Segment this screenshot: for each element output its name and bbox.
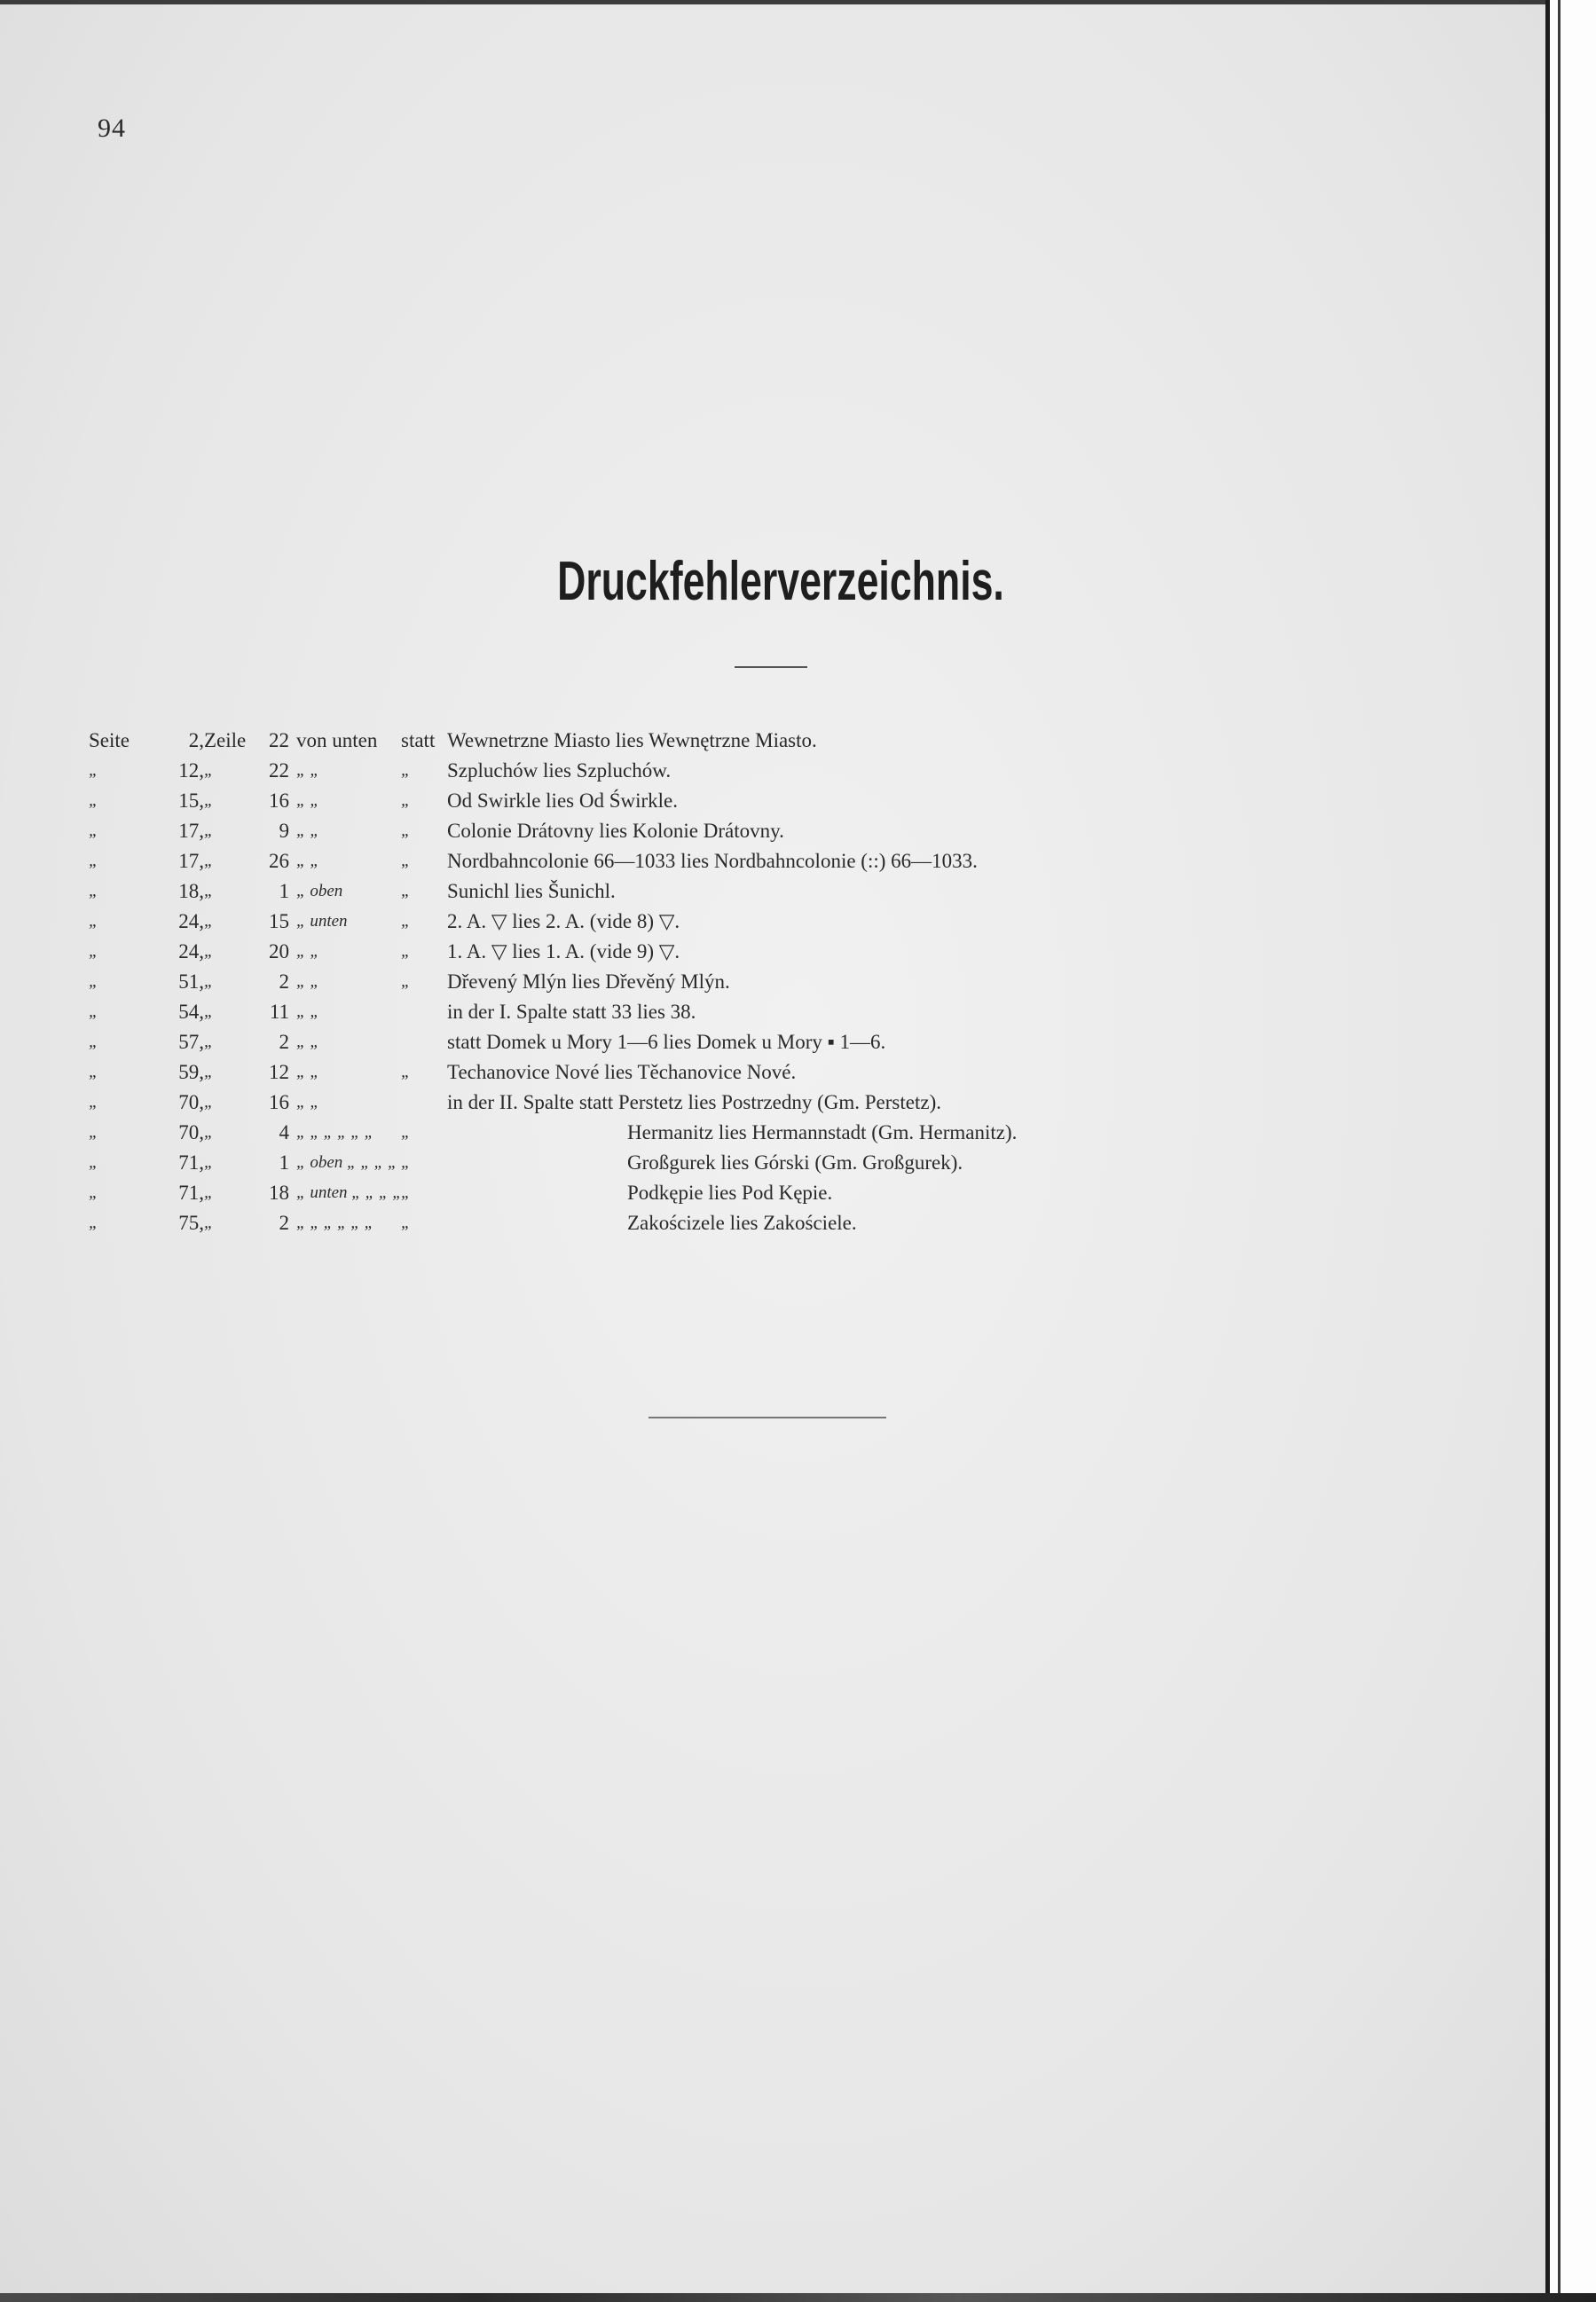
errata-seite: Seite — [89, 729, 130, 751]
errata-zeile: „ — [204, 1123, 214, 1142]
errata-page: 57, — [178, 1031, 204, 1053]
errata-correction: Zakościzele lies Zakościele. — [627, 1212, 857, 1234]
errata-page: 51, — [178, 970, 204, 993]
errata-line: 1 — [279, 880, 289, 902]
errata-seite: „ — [89, 1153, 98, 1172]
errata-correction: in der II. Spalte statt Perstetz lies Postrzedny (Gm. Perstetz). — [447, 1091, 941, 1113]
errata-statt: „ — [401, 1183, 411, 1202]
errata-page: 71, — [178, 1151, 204, 1174]
errata-line: 26 — [269, 850, 289, 872]
errata-zeile: „ — [204, 1153, 214, 1172]
errata-zeile: „ — [204, 761, 214, 780]
errata-direction: „ „ — [296, 1033, 319, 1051]
errata-line: 22 — [269, 729, 289, 751]
errata-direction: „ unten — [296, 912, 348, 931]
errata-seite: „ — [89, 761, 98, 780]
errata-page: 75, — [178, 1212, 204, 1234]
errata-row — [89, 756, 1189, 786]
errata-row — [89, 1088, 1189, 1118]
errata-correction: 2. A. ▽ lies 2. A. (vide 8) ▽. — [447, 910, 680, 932]
errata-page: 71, — [178, 1182, 204, 1204]
errata-correction: Wewnetrzne Miasto lies Wewnętrzne Miasto. — [447, 729, 817, 751]
errata-direction: „ „ „ „ „ „ — [296, 1214, 374, 1232]
title-rule — [735, 666, 807, 668]
errata-seite: „ — [89, 791, 98, 810]
errata-direction: „ „ — [296, 1002, 319, 1021]
errata-page: 59, — [178, 1061, 204, 1083]
errata-zeile: „ — [204, 912, 214, 931]
errata-row — [89, 726, 1189, 756]
errata-statt: „ — [401, 912, 411, 931]
errata-direction: „ „ — [296, 821, 319, 840]
errata-row — [89, 816, 1189, 846]
errata-direction: „ oben — [296, 882, 343, 900]
errata-row — [89, 907, 1189, 937]
closing-rule — [649, 1417, 886, 1418]
errata-zeile: „ — [204, 791, 214, 810]
errata-row — [89, 1027, 1189, 1057]
errata-page: 18, — [178, 880, 204, 902]
errata-zeile: „ — [204, 1214, 214, 1232]
errata-seite: „ — [89, 821, 98, 840]
errata-correction: Nordbahncolonie 66—1033 lies Nordbahncolonie (::) 66—1033. — [447, 850, 978, 872]
errata-zeile: „ — [204, 1183, 214, 1202]
errata-row — [89, 846, 1189, 876]
errata-statt: statt — [401, 729, 436, 751]
errata-statt: „ — [401, 882, 411, 900]
errata-zeile: „ — [204, 1063, 214, 1081]
errata-line: 2 — [279, 1212, 289, 1234]
errata-row — [89, 1178, 1189, 1208]
errata-statt: „ — [401, 791, 411, 810]
errata-statt: „ — [401, 852, 411, 870]
errata-statt: „ — [401, 972, 411, 991]
errata-zeile: „ — [204, 1002, 214, 1021]
errata-line: 22 — [269, 759, 289, 782]
errata-direction: „ „ — [296, 1093, 319, 1112]
errata-correction: Dřevený Mlýn lies Dřevěný Mlýn. — [447, 970, 730, 993]
errata-direction: „ „ — [296, 791, 319, 810]
errata-row — [89, 1208, 1189, 1238]
errata-direction: „ „ — [296, 972, 319, 991]
scan-right-edge — [1545, 0, 1596, 2302]
errata-page: 70, — [178, 1121, 204, 1143]
errata-line: 20 — [269, 940, 289, 962]
errata-direction: „ unten „ „ „ „ — [296, 1183, 402, 1202]
errata-zeile: „ — [204, 852, 214, 870]
page-title: Druckfehlerverzeichnis. — [557, 551, 1004, 612]
errata-page: 17, — [178, 820, 204, 842]
errata-correction: Großgurek lies Górski (Gm. Großgurek). — [627, 1151, 963, 1174]
errata-row — [89, 1148, 1189, 1178]
errata-correction: Techanovice Nové lies Těchanovice Nové. — [447, 1061, 797, 1083]
errata-row — [89, 786, 1189, 816]
errata-page: 2, — [188, 729, 204, 751]
errata-line: 1 — [279, 1151, 289, 1174]
errata-zeile: Zeile — [204, 729, 247, 751]
errata-page: 24, — [178, 940, 204, 962]
errata-correction: Colonie Drátovny lies Kolonie Drátovny. — [447, 820, 784, 842]
errata-zeile: „ — [204, 821, 214, 840]
errata-seite: „ — [89, 942, 98, 961]
errata-seite: „ — [89, 1002, 98, 1021]
errata-direction: „ „ — [296, 761, 319, 780]
errata-seite: „ — [89, 1093, 98, 1112]
errata-list — [89, 726, 1189, 1238]
errata-zeile: „ — [204, 1093, 214, 1112]
errata-correction: Szpluchów lies Szpluchów. — [447, 759, 672, 782]
errata-row — [89, 876, 1189, 907]
errata-statt: „ — [401, 1214, 411, 1232]
errata-seite: „ — [89, 972, 98, 991]
errata-row — [89, 967, 1189, 997]
errata-line: 4 — [279, 1121, 289, 1143]
errata-page: 70, — [178, 1091, 204, 1113]
errata-direction: „ „ — [296, 942, 319, 961]
scan-right-edge-line — [1558, 0, 1561, 2302]
errata-direction: „ oben „ „ „ „ — [296, 1153, 397, 1172]
errata-correction: Hermanitz lies Hermannstadt (Gm. Hermanitz). — [627, 1121, 1018, 1143]
errata-page: 24, — [178, 910, 204, 932]
errata-page: 54, — [178, 1001, 204, 1023]
errata-line: 11 — [269, 1001, 289, 1023]
errata-zeile: „ — [204, 1033, 214, 1051]
errata-seite: „ — [89, 912, 98, 931]
errata-direction: „ „ — [296, 1063, 319, 1081]
errata-line: 12 — [269, 1061, 289, 1083]
scan-top-edge — [0, 0, 1561, 4]
errata-correction: statt Domek u Mory 1—6 lies Domek u Mory ▪ 1—6. — [447, 1031, 886, 1053]
errata-statt: „ — [401, 1123, 411, 1142]
errata-correction: Podkępie lies Pod Kępie. — [627, 1182, 833, 1204]
errata-line: 2 — [279, 1031, 289, 1053]
errata-zeile: „ — [204, 882, 214, 900]
errata-seite: „ — [89, 1063, 98, 1081]
errata-correction: Od Swirkle lies Od Świrkle. — [447, 790, 679, 812]
errata-correction: Sunichl lies Šunichl. — [447, 880, 616, 902]
errata-line: 18 — [269, 1182, 289, 1204]
errata-zeile: „ — [204, 972, 214, 991]
errata-row — [89, 1118, 1189, 1148]
errata-direction: „ „ „ „ „ „ — [296, 1123, 374, 1142]
errata-seite: „ — [89, 882, 98, 900]
errata-page: 15, — [178, 790, 204, 812]
errata-direction: „ „ — [296, 852, 319, 870]
errata-line: 9 — [279, 820, 289, 842]
errata-statt: „ — [401, 761, 411, 780]
errata-direction: von unten — [296, 729, 378, 751]
errata-seite: „ — [89, 1183, 98, 1202]
errata-row — [89, 937, 1189, 967]
errata-zeile: „ — [204, 942, 214, 961]
errata-seite: „ — [89, 1123, 98, 1142]
scan-bottom-edge — [0, 2293, 1596, 2302]
errata-row — [89, 997, 1189, 1027]
errata-correction: in der I. Spalte statt 33 lies 38. — [447, 1001, 696, 1023]
errata-line: 16 — [269, 790, 289, 812]
page-number: 94 — [98, 114, 126, 143]
errata-row — [89, 1057, 1189, 1088]
errata-statt: „ — [401, 1063, 411, 1081]
errata-page: 17, — [178, 850, 204, 872]
errata-statt: „ — [401, 821, 411, 840]
errata-correction: 1. A. ▽ lies 1. A. (vide 9) ▽. — [447, 940, 680, 962]
errata-statt: „ — [401, 1153, 411, 1172]
errata-line: 2 — [279, 970, 289, 993]
errata-line: 15 — [269, 910, 289, 932]
errata-page: 12, — [178, 759, 204, 782]
errata-seite: „ — [89, 852, 98, 870]
errata-seite: „ — [89, 1033, 98, 1051]
errata-statt: „ — [401, 942, 411, 961]
errata-line: 16 — [269, 1091, 289, 1113]
errata-seite: „ — [89, 1214, 98, 1232]
